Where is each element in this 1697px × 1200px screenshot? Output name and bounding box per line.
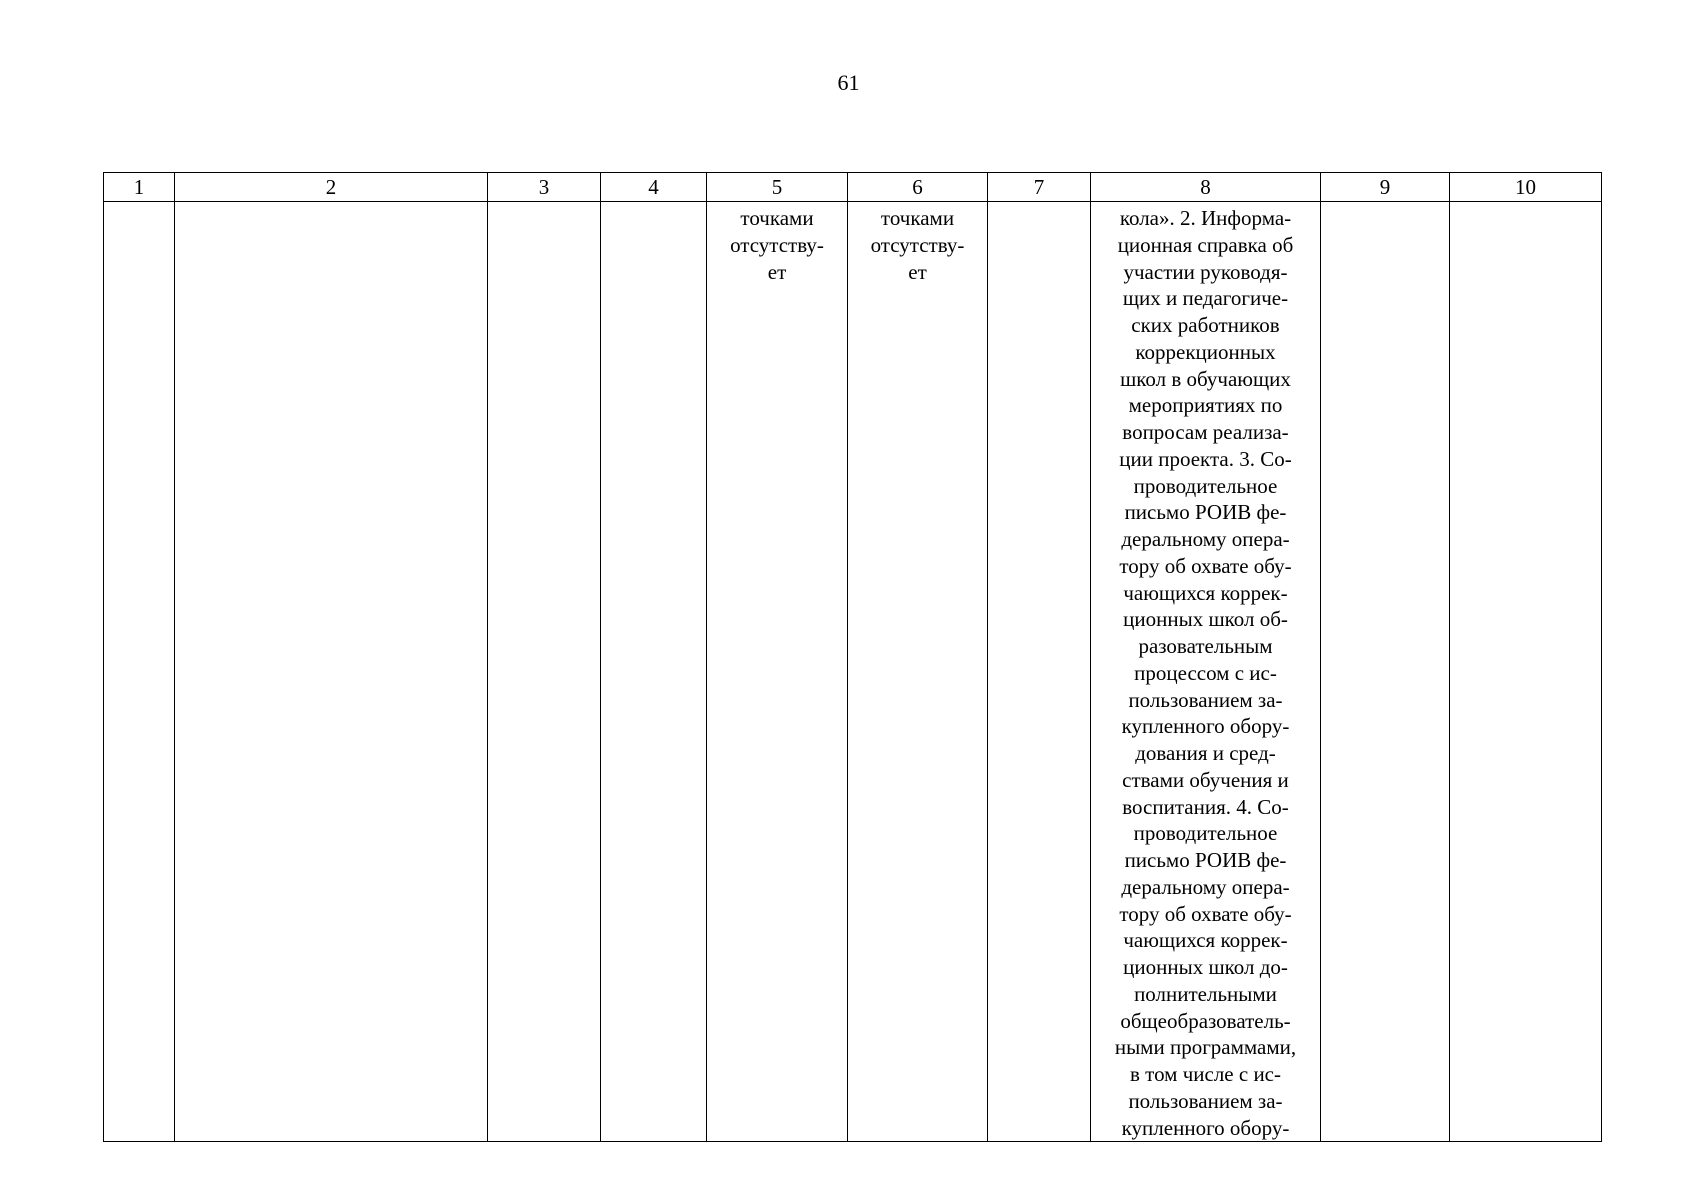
- cell-text-line: отсутству-: [870, 232, 965, 257]
- cell-col-4: [601, 202, 707, 1142]
- cell-text-line: коррекционных: [1135, 339, 1276, 364]
- cell-text-line: ет: [908, 259, 927, 284]
- cell-text-line: проводительное: [1133, 473, 1278, 498]
- cell-text-line: ными программами,: [1114, 1035, 1297, 1060]
- cell-col-8-text: [1091, 202, 1320, 1141]
- cell-text-line: ских работников: [1131, 313, 1280, 337]
- cell-text-line: участии руководя-: [1123, 259, 1288, 284]
- cell-text-line: ет: [767, 259, 787, 284]
- column-header-10: 10: [1450, 173, 1602, 202]
- cell-text-line: письмо РОИВ фе-: [1124, 848, 1287, 872]
- cell-col-6-text: [848, 202, 987, 285]
- cell-text-line: пользованием за-: [1128, 687, 1283, 712]
- column-header-6: 6: [848, 173, 988, 202]
- cell-text-line: разовательным: [1138, 634, 1273, 658]
- cell-text-line: проводительное: [1133, 821, 1278, 846]
- table-header-row: [104, 173, 1602, 202]
- cell-text-line: воспитания. 4. Со-: [1122, 794, 1289, 819]
- cell-text-line: в том числе с ис-: [1130, 1062, 1281, 1086]
- column-header-8: 8: [1091, 173, 1321, 202]
- cell-col-7: [988, 202, 1091, 1142]
- cell-col-3: [488, 202, 601, 1142]
- cell-col-5: [707, 202, 848, 1142]
- cell-col-9: [1321, 202, 1450, 1142]
- cell-text-line: купленного обору-: [1121, 714, 1290, 739]
- cell-text-line: мероприятиях по: [1128, 393, 1283, 418]
- cell-text-line: точками: [880, 206, 955, 230]
- cell-text-line: ствами обучения и: [1122, 767, 1289, 792]
- column-header-9: 9: [1321, 173, 1450, 202]
- cell-text-line: дования и сред-: [1135, 741, 1276, 765]
- column-header-5: 5: [707, 173, 848, 202]
- cell-text-line: общеобразователь-: [1120, 1008, 1291, 1033]
- cell-col-6: [848, 202, 988, 1142]
- cell-text-line: чающихся коррек-: [1123, 928, 1288, 953]
- cell-text-line: ционная справка об: [1117, 232, 1294, 257]
- cell-text-line: чающихся коррек-: [1123, 580, 1288, 605]
- cell-text-line: тору об охвате обу-: [1119, 553, 1292, 578]
- cell-text-line: ции проекта. 3. Со-: [1119, 446, 1292, 471]
- cell-text-line: пользованием за-: [1128, 1088, 1283, 1113]
- cell-text-line: деральному опера-: [1121, 874, 1290, 899]
- cell-text-line: отсутству-: [730, 232, 824, 257]
- column-header-7: 7: [988, 173, 1091, 202]
- cell-col-1: [104, 202, 175, 1142]
- cell-text-line: кола». 2. Информа-: [1119, 206, 1292, 230]
- column-header-1: 1: [104, 173, 175, 202]
- cell-col-2: [175, 202, 488, 1142]
- cell-col-5-text: [707, 202, 847, 285]
- cell-col-8: [1091, 202, 1321, 1142]
- cell-text-line: деральному опера-: [1121, 527, 1290, 551]
- cell-text-line: полнительными: [1134, 981, 1277, 1006]
- cell-text-line: купленного обору-: [1121, 1115, 1290, 1140]
- cell-text-line: ционных школ об-: [1123, 607, 1288, 632]
- cell-text-line: письмо РОИВ фе-: [1124, 500, 1287, 525]
- document-table: [103, 172, 1602, 1142]
- cell-text-line: процессом с ис-: [1134, 660, 1277, 685]
- cell-text-line: тору об охвате обу-: [1119, 901, 1292, 926]
- table-row: [104, 202, 1602, 1142]
- cell-text-line: школ в обучающих: [1120, 366, 1291, 391]
- page-number: 61: [837, 70, 860, 95]
- cell-text-line: ционных школ до-: [1123, 955, 1288, 979]
- cell-col-10: [1450, 202, 1602, 1142]
- column-header-4: 4: [601, 173, 707, 202]
- cell-text-line: точками: [740, 206, 814, 230]
- column-header-2: 2: [175, 173, 488, 202]
- cell-text-line: щих и педагогиче-: [1122, 286, 1289, 311]
- cell-text-line: вопросам реализа-: [1122, 420, 1289, 444]
- column-header-3: 3: [488, 173, 601, 202]
